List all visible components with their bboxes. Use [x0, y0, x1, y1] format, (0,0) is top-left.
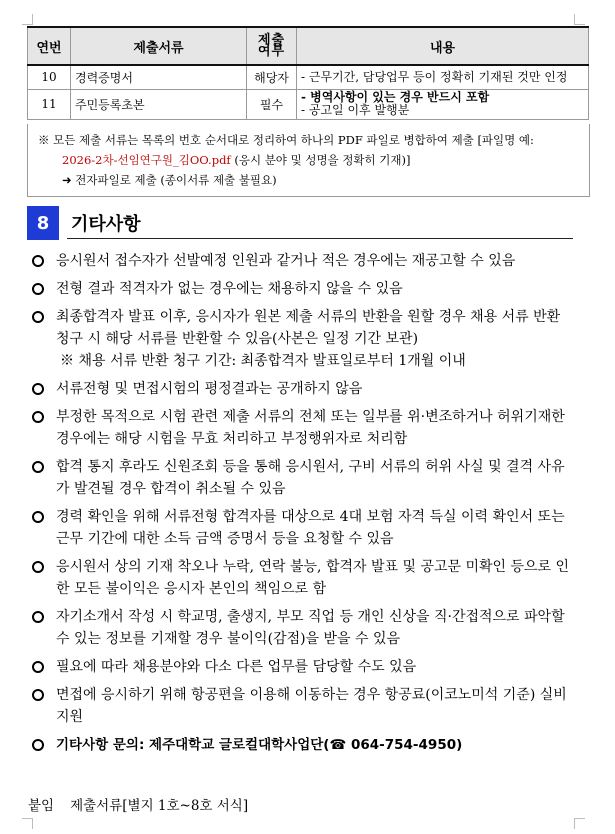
attachment-text: 제출서류[별지 1호~8호 서식]	[70, 798, 249, 814]
list-item	[30, 506, 578, 550]
notes-filename-example: 2026-2차-선임연구원_김OO.pdf	[62, 153, 231, 167]
circle-bullet-icon	[32, 283, 44, 295]
list-item-text: 전형 결과 적격자가 없는 경우에는 채용하지 않을 수 있음	[56, 281, 403, 297]
row-document: 주민등록초본	[71, 89, 247, 119]
header-no: 연번	[28, 27, 71, 65]
list-item	[30, 656, 578, 678]
table-row	[28, 89, 589, 119]
list-item-text: 면접에 응시하기 위해 항공편을 이용해 이동하는 경우 항공료(이코노미석 기준) 실비 지원	[56, 687, 567, 725]
page-corner-mark	[574, 818, 585, 829]
row-no: 10	[28, 65, 71, 89]
circle-bullet-icon	[32, 461, 44, 473]
list-item-text: 응시원서 접수자가 선발예정 인원과 같거나 적은 경우에는 재공고할 수 있음	[56, 253, 516, 269]
list-item	[30, 456, 578, 500]
circle-bullet-icon	[32, 611, 44, 623]
page-corner-mark	[574, 14, 585, 25]
list-item-text: 최종합격자 발표 이후, 응시자가 원본 제출 서류의 반환을 원할 경우 채용 서류 반환 청구 시 해당 서류를 반환할 수 있음(사본은 일정 기간 보관)	[56, 309, 561, 347]
table-header-row	[28, 27, 589, 65]
section-heading	[27, 206, 573, 240]
list-item	[30, 306, 578, 372]
circle-bullet-icon	[32, 561, 44, 573]
circle-bullet-icon	[32, 661, 44, 673]
list-item-text: 부정한 목적으로 시험 관련 제출 서류의 전체 또는 일부를 위·변조하거나 허위기재한 경우에는 해당 시험을 무효 처리하고 부정행위자로 처리함	[56, 409, 565, 447]
section-underline	[67, 238, 573, 239]
circle-bullet-icon	[32, 255, 44, 267]
notes-line: ※ 모든 제출 서류는 목록의 번호 순서대로 정리하여 하나의 PDF 파일로 병합하여 제출 [파일명 예:	[38, 133, 534, 147]
circle-bullet-icon	[32, 311, 44, 323]
header-content: 내용	[297, 27, 589, 65]
attachment-label: 붙임	[28, 798, 55, 814]
circle-bullet-icon	[32, 511, 44, 523]
list-item	[30, 278, 578, 300]
submission-notes	[27, 124, 590, 197]
row-document: 경력증명서	[71, 65, 247, 89]
list-item-text: 자기소개서 작성 시 학교명, 출생지, 부모 직업 등 개인 신상을 직·간접적으로 파악할 수 있는 정보를 기재할 경우 불이익(감점)을 받을 수 있음	[56, 609, 565, 647]
notes-line: ➜ 전자파일로 제출 (종이서류 제출 불필요)	[62, 173, 277, 187]
list-item-text: 합격 통지 후라도 신원조회 등을 통해 응시원서, 구비 서류의 허위 사실 및 결격 사유가 발견될 경우 합격이 취소될 수 있음	[56, 459, 565, 497]
list-item-text: 서류전형 및 면접시험의 평정결과는 공개하지 않음	[56, 381, 363, 397]
documents-table	[27, 26, 589, 120]
list-item-text: 필요에 따라 채용분야와 다소 다른 업무를 담당할 수도 있음	[56, 659, 417, 675]
row-content-line: - 병역사항이 있는 경우 반드시 포함	[301, 90, 490, 104]
list-item	[30, 606, 578, 650]
row-target: 필수	[247, 89, 297, 119]
circle-bullet-icon	[32, 383, 44, 395]
header-document: 제출서류	[71, 27, 247, 65]
page-corner-mark	[22, 14, 33, 25]
list-item	[30, 684, 578, 728]
list-item-text: 기타사항 문의: 제주대학교 글로컬대학사업단(☎ 064-754-4950)	[56, 737, 463, 753]
circle-bullet-icon	[32, 689, 44, 701]
list-item-subnote: ※ 채용 서류 반환 청구 기간: 최종합격자 발표일로부터 1개월 이내	[60, 353, 466, 369]
list-item-text: 경력 확인을 위해 서류전형 합격자를 대상으로 4대 보험 자격 득실 이력 확인서 또는 근무 기간에 대한 소득 금액 증명서 등을 요청할 수 있음	[56, 509, 565, 547]
table-row	[28, 65, 589, 89]
row-no: 11	[28, 89, 71, 119]
attachment-line	[28, 794, 248, 814]
row-target: 해당자	[247, 65, 297, 89]
notes-line	[38, 150, 579, 170]
list-item-text: 응시원서 상의 기재 착오나 누락, 연락 불능, 합격자 발표 및 공고문 미확인 등으로 인한 모든 불이익은 응시자 본인의 책임으로 함	[56, 559, 570, 597]
list-item	[30, 406, 578, 450]
other-matters-list	[30, 250, 578, 762]
section-title: 기타사항	[71, 214, 141, 235]
list-item	[30, 556, 578, 600]
section-number: 8	[27, 206, 59, 240]
row-content-line: - 공고일 이후 발행분	[301, 103, 410, 117]
header-target: 제출 여부	[247, 27, 297, 65]
page-corner-mark	[22, 818, 33, 829]
list-item-contact	[30, 734, 578, 756]
notes-line-rest: (응시 분야 및 성명을 정확히 기재)]	[230, 153, 411, 167]
row-content: - 근무기간, 담당업무 등이 정확히 기재된 것만 인정	[297, 65, 589, 89]
row-content	[297, 89, 589, 119]
list-item	[30, 378, 578, 400]
circle-bullet-icon	[32, 739, 44, 751]
circle-bullet-icon	[32, 411, 44, 423]
list-item	[30, 250, 578, 272]
